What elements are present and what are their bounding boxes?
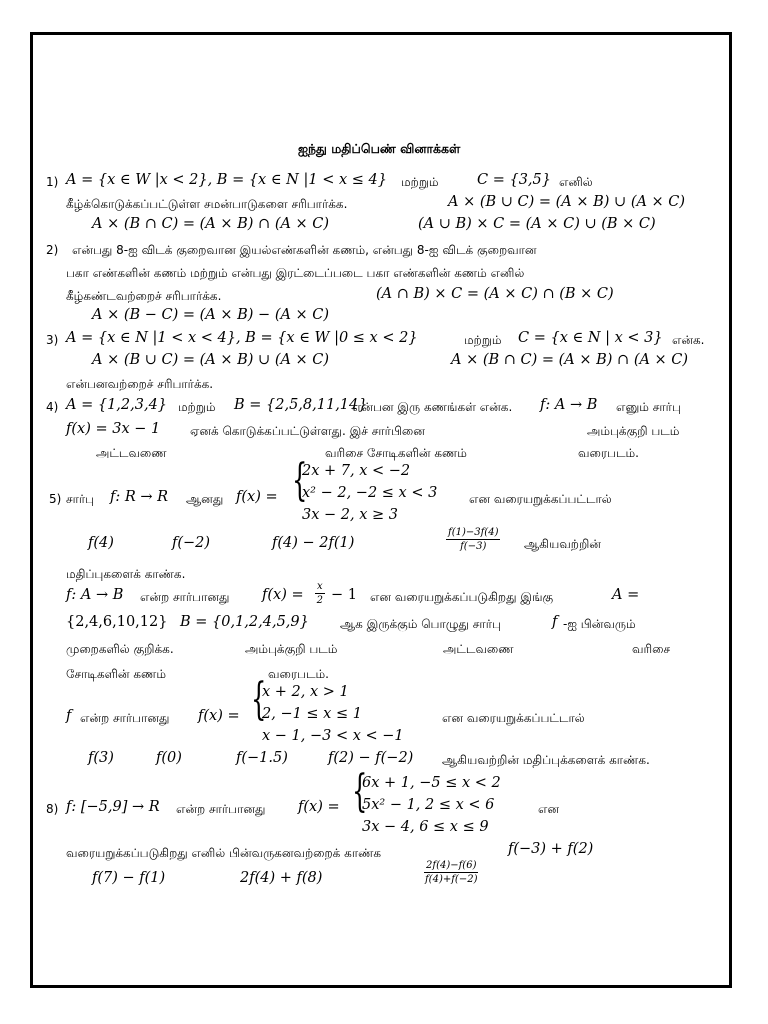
q6-text1: என்ற சார்பானது xyxy=(140,590,230,604)
q6-f: f xyxy=(552,614,558,630)
q6-fraction-top: x xyxy=(317,581,323,592)
q7-value2: f(0) xyxy=(156,750,182,766)
q8-value2: f(7) − f(1) xyxy=(92,870,166,886)
q5-piece3: 3x − 2, x ≥ 3 xyxy=(302,507,398,523)
q6-fraction-bottom: 2 xyxy=(316,595,323,606)
q5-value2: f(−2) xyxy=(172,535,211,551)
q5-text1: சார்பு xyxy=(66,492,95,506)
q7-value3: f(−1.5) xyxy=(236,750,288,766)
q5-fraction-top: f(1)−3f(4) xyxy=(448,527,499,538)
q6-text5: முறைகளில் குறிக்க. xyxy=(66,642,174,656)
q7-value1: f(3) xyxy=(88,750,114,766)
q7-fx: f(x) = xyxy=(198,708,240,724)
q6-table: அட்டவணை xyxy=(443,642,514,656)
q8-value3: 2f(4) + f(8) xyxy=(240,870,323,886)
q1-eq3: (A ∪ B) × C = (A × C) ∪ (B × C) xyxy=(418,216,656,232)
q6-set-b: B = {0,1,2,4,5,9} xyxy=(180,614,309,630)
question-number: 2) xyxy=(46,243,59,257)
q3-eq2: A × (B ∩ C) = (A × B) ∩ (A × C) xyxy=(451,352,689,368)
q8-text2: என xyxy=(538,802,559,816)
q6-arrow-diagram: அம்புக்குறி படம் xyxy=(245,642,338,656)
q8-fraction xyxy=(424,859,478,886)
q8-value1: f(−3) + f(2) xyxy=(508,841,594,857)
question-number: 8) xyxy=(46,802,59,816)
q2-line3: கீழ்கண்டவற்றைச் சரிபார்க்க. xyxy=(66,289,222,303)
q8-piece3: 3x − 4, 6 ≤ x ≤ 9 xyxy=(362,819,489,835)
q4-set-a: A = {1,2,3,4} xyxy=(66,397,168,413)
q7-f: f xyxy=(66,708,72,724)
page-title: ஐந்து மதிப்பெண் வினாக்கள் xyxy=(298,141,461,156)
q8-text3: வரையறுக்கப்படுகிறது எனில் பின்வருகனவற்றைக் காண்க xyxy=(66,846,382,860)
q4-ordered-pairs: வரிசை சோடிகளின் கணம் xyxy=(325,446,467,460)
question-number: 3) xyxy=(46,333,59,347)
q7-text2: என வரையறுக்கப்பட்டால் xyxy=(442,711,585,725)
q5-text5: மதிப்புகளைக் காண்க. xyxy=(66,567,186,581)
q1-eq1: A × (B ∪ C) = (A × B) ∪ (A × C) xyxy=(448,194,686,210)
q3-eq1: A × (B ∪ C) = (A × B) ∪ (A × C) xyxy=(92,352,330,368)
q5-func: f: R → R xyxy=(110,489,169,505)
q1-set-c: C = {3,5} xyxy=(477,172,551,188)
q4-set-b: B = {2,5,8,11,14} xyxy=(234,397,368,413)
q7-value4: f(2) − f(−2) xyxy=(328,750,414,766)
q5-piece2: x² − 2, −2 ≤ x < 3 xyxy=(302,485,438,501)
q6-def-left: f(x) = xyxy=(262,587,304,603)
q7-brace: { xyxy=(251,674,267,725)
q5-brace: { xyxy=(292,455,308,506)
q4-def: f(x) = 3x − 1 xyxy=(66,421,161,437)
q3-set-c: C = {x ∈ N | x < 3} xyxy=(518,330,663,346)
q8-text1: என்ற சார்பானது xyxy=(176,802,266,816)
q6-fraction xyxy=(315,580,325,607)
q8-piece1: 6x + 1, −5 ≤ x < 2 xyxy=(362,775,501,791)
q4-func: f: A → B xyxy=(540,397,598,413)
q3-instruction: என்பனவற்றைச் சரிபார்க்க. xyxy=(66,377,214,391)
question-number: 1) xyxy=(46,175,59,189)
question-number: 5) xyxy=(49,492,62,506)
q6-set-a: {2,4,6,10,12} xyxy=(66,614,168,630)
q3-sets: A = {x ∈ N |1 < x < 4}, B = {x ∈ W |0 ≤ x < 2} xyxy=(66,330,418,346)
q8-brace: { xyxy=(352,766,368,817)
q5-fraction xyxy=(446,526,500,553)
q2-line1: என்பது 8-ஐ விடக் குறைவான இயல்எண்களின் கணம், என்பது 8-ஐ விடக் குறைவான xyxy=(72,243,537,257)
q6-set-a-lhs: A = xyxy=(612,587,640,603)
q6-def-right: − 1 xyxy=(331,587,357,603)
q4-text1: என்பன இரு கணங்கள் என்க. xyxy=(352,400,513,414)
q8-fraction-bottom: f(4)+f(−2) xyxy=(424,874,478,885)
q5-piece1: 2x + 7, x < −2 xyxy=(302,463,411,479)
q7-piece1: x + 2, x > 1 xyxy=(262,684,349,700)
q6-order: வரிசை xyxy=(632,642,671,656)
q5-fx: f(x) = xyxy=(236,489,278,505)
q5-value1: f(4) xyxy=(88,535,114,551)
q8-piece2: 5x² − 1, 2 ≤ x < 6 xyxy=(362,797,495,813)
q4-text2: எனும் சார்பு xyxy=(616,400,681,414)
q8-func: f: [−5,9] → R xyxy=(66,799,160,815)
q1-if: எனில் xyxy=(559,175,593,189)
q6-text3: ஆக இருக்கும் பொழுது சார்பு xyxy=(340,617,501,631)
q1-and: மற்றும் xyxy=(401,175,439,189)
q6-text4: -ஐ பின்வரும் xyxy=(563,617,636,631)
q5-text2: ஆனது xyxy=(186,492,224,506)
q1-eq2: A × (B ∩ C) = (A × B) ∩ (A × C) xyxy=(92,216,330,232)
q6-text2: என வரையறுக்கப்படுகிறது இங்கு xyxy=(370,590,554,604)
q4-arrow-diagram: அம்புக்குறி படம் xyxy=(587,424,680,438)
q6-func: f: A → B xyxy=(66,587,124,603)
q7-text3: ஆகியவற்றின் மதிப்புக்களைக் காண்க. xyxy=(442,753,650,767)
q2-eq1: (A ∩ B) × C = (A × C) ∩ (B × C) xyxy=(376,286,614,302)
q5-text3: என வரையறுக்கப்பட்டால் xyxy=(469,492,612,506)
q5-text4: ஆகியவற்றின் xyxy=(524,537,601,551)
q7-text1: என்ற சார்பானது xyxy=(80,711,170,725)
q6-pairs: சோடிகளின் கணம் xyxy=(66,667,166,681)
q3-let: என்க. xyxy=(672,333,705,347)
question-number: 4) xyxy=(46,400,59,414)
q2-eq2: A × (B − C) = (A × B) − (A × C) xyxy=(92,307,330,323)
q4-table: அட்டவணை xyxy=(96,446,167,460)
q6-graph: வரைபடம். xyxy=(268,667,329,681)
q8-fx: f(x) = xyxy=(298,799,340,815)
q5-value3: f(4) − 2f(1) xyxy=(272,535,355,551)
q5-fraction-bottom: f(−3) xyxy=(460,541,487,552)
q3-and: மற்றும் xyxy=(464,333,502,347)
q1-instruction: கீழ்க்கொடுக்கப்பட்டுள்ள சமன்பாடுகளை சரிபார்க்க. xyxy=(66,197,348,211)
q4-text3: ஏனக் கொடுக்கப்பட்டுள்ளது. இச் சார்பினை xyxy=(190,424,425,438)
q2-line2: பகா எண்களின் கணம் மற்றும் என்பது இரட்டைப்படை பகா எண்களின் கணம் எனில் xyxy=(66,266,525,280)
q7-piece3: x − 1, −3 < x < −1 xyxy=(262,728,404,744)
q4-and: மற்றும் xyxy=(178,400,216,414)
q8-fraction-top: 2f(4)−f(6) xyxy=(426,860,477,871)
q4-graph: வரைபடம். xyxy=(578,446,639,460)
q7-piece2: 2, −1 ≤ x ≤ 1 xyxy=(262,706,362,722)
q1-sets: A = {x ∈ W |x < 2}, B = {x ∈ N |1 < x ≤ 4} xyxy=(66,172,387,188)
